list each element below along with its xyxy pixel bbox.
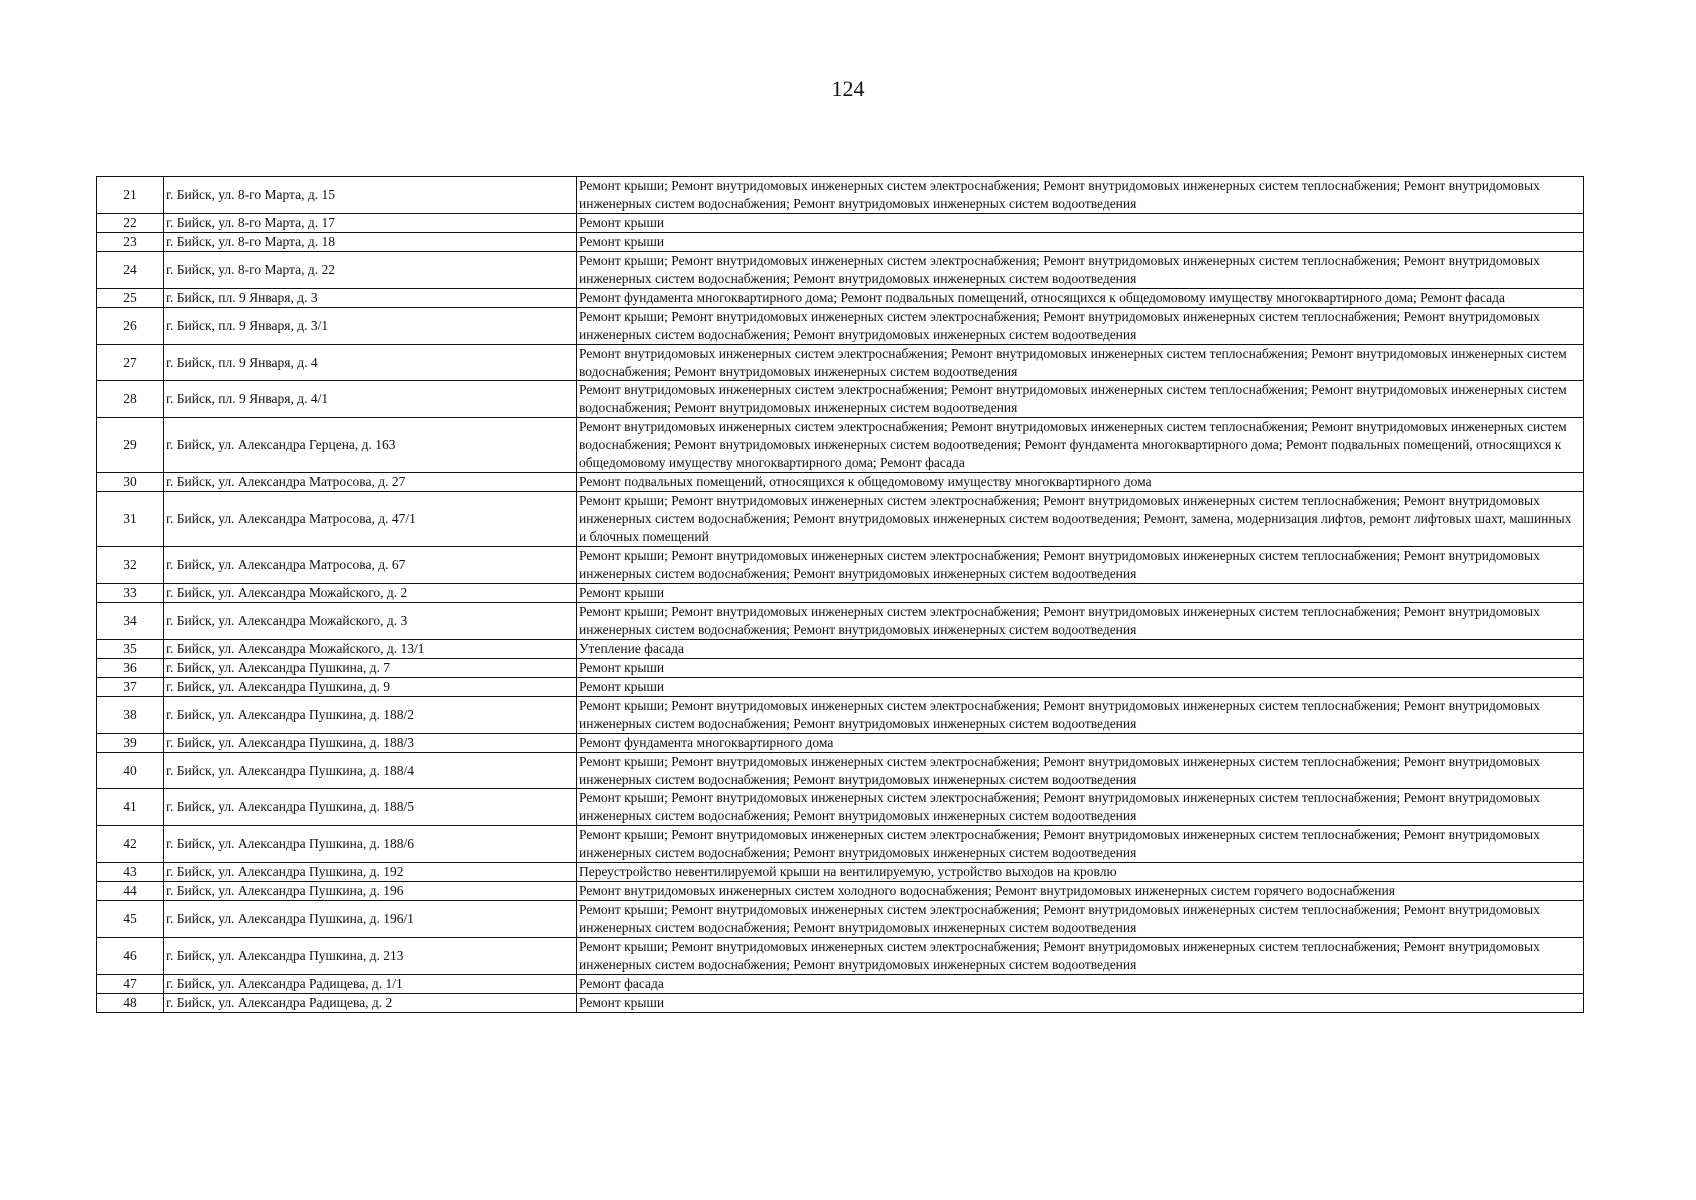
row-address: г. Бийск, ул. Александра Радищева, д. 2 — [164, 993, 577, 1012]
row-number: 23 — [97, 232, 164, 251]
table-row — [97, 177, 1584, 214]
table-row — [97, 752, 1584, 789]
row-number: 48 — [97, 993, 164, 1012]
row-works: Ремонт крыши; Ремонт внутридомовых инженерных систем электроснабжения; Ремонт внутридомовых инженерных систем теплоснабжения; Ремонт внутридомовых инженерных систем водоснабжения; Ремонт внутридомовых инженерных систем водоотведения — [577, 696, 1584, 733]
row-address: г. Бийск, ул. Александра Герцена, д. 163 — [164, 418, 577, 473]
row-works: Ремонт фасада — [577, 974, 1584, 993]
table-row — [97, 639, 1584, 658]
row-address: г. Бийск, пл. 9 Января, д. 3/1 — [164, 307, 577, 344]
table-row — [97, 232, 1584, 251]
row-address: г. Бийск, ул. 8-го Марта, д. 22 — [164, 251, 577, 288]
table-row — [97, 251, 1584, 288]
row-works: Переустройство невентилируемой крыши на вентилируемую, устройство выходов на кровлю — [577, 863, 1584, 882]
row-address: г. Бийск, пл. 9 Января, д. 4 — [164, 344, 577, 381]
table-row — [97, 473, 1584, 492]
row-address: г. Бийск, пл. 9 Января, д. 3 — [164, 288, 577, 307]
table-row — [97, 863, 1584, 882]
table-row — [97, 344, 1584, 381]
row-address: г. Бийск, ул. Александра Можайского, д. 13/1 — [164, 639, 577, 658]
row-number: 31 — [97, 492, 164, 547]
row-number: 39 — [97, 733, 164, 752]
table-row — [97, 492, 1584, 547]
row-address: г. Бийск, ул. Александра Пушкина, д. 213 — [164, 938, 577, 975]
row-address: г. Бийск, ул. Александра Пушкина, д. 188/5 — [164, 789, 577, 826]
row-works: Ремонт крыши; Ремонт внутридомовых инженерных систем электроснабжения; Ремонт внутридомовых инженерных систем теплоснабжения; Ремонт внутридомовых инженерных систем водоснабжения; Ремонт внутридомовых инженерных систем водоотведения — [577, 789, 1584, 826]
row-number: 44 — [97, 882, 164, 901]
row-number: 36 — [97, 658, 164, 677]
table-row — [97, 658, 1584, 677]
row-address: г. Бийск, ул. Александра Пушкина, д. 188/4 — [164, 752, 577, 789]
row-number: 22 — [97, 213, 164, 232]
row-number: 21 — [97, 177, 164, 214]
row-works: Ремонт крыши — [577, 993, 1584, 1012]
table-row — [97, 826, 1584, 863]
row-address: г. Бийск, ул. 8-го Марта, д. 18 — [164, 232, 577, 251]
row-address: г. Бийск, ул. Александра Матросова, д. 67 — [164, 547, 577, 584]
row-works: Утепление фасада — [577, 639, 1584, 658]
row-number: 43 — [97, 863, 164, 882]
row-number: 29 — [97, 418, 164, 473]
row-number: 37 — [97, 677, 164, 696]
row-number: 38 — [97, 696, 164, 733]
table-row — [97, 901, 1584, 938]
table-row — [97, 733, 1584, 752]
row-works: Ремонт фундамента многоквартирного дома; Ремонт подвальных помещений, относящихся к общедомовому имуществу многоквартирного дома; Ремонт фасада — [577, 288, 1584, 307]
row-number: 46 — [97, 938, 164, 975]
row-number: 25 — [97, 288, 164, 307]
row-address: г. Бийск, ул. Александра Пушкина, д. 7 — [164, 658, 577, 677]
row-works: Ремонт фундамента многоквартирного дома — [577, 733, 1584, 752]
table-row — [97, 789, 1584, 826]
row-works: Ремонт подвальных помещений, относящихся к общедомовому имуществу многоквартирного дома — [577, 473, 1584, 492]
houses-table — [96, 176, 1584, 1013]
table-row — [97, 213, 1584, 232]
row-address: г. Бийск, ул. Александра Пушкина, д. 188/3 — [164, 733, 577, 752]
row-number: 24 — [97, 251, 164, 288]
row-number: 30 — [97, 473, 164, 492]
row-works: Ремонт крыши — [577, 583, 1584, 602]
row-works: Ремонт крыши — [577, 658, 1584, 677]
row-number: 40 — [97, 752, 164, 789]
row-works: Ремонт внутридомовых инженерных систем электроснабжения; Ремонт внутридомовых инженерных систем теплоснабжения; Ремонт внутридомовых инженерных систем водоснабжения; Ремонт внутридомовых инженерных систем водоотведения; Ремонт фундамента многоквартирного дома; Ремонт подвальных помещений, относящихся к общедомовому имуществу многоквартирного дома; Ремонт фасада — [577, 418, 1584, 473]
table-row — [97, 547, 1584, 584]
table-row — [97, 602, 1584, 639]
table-row — [97, 677, 1584, 696]
row-works: Ремонт крыши — [577, 213, 1584, 232]
table-row — [97, 974, 1584, 993]
row-works: Ремонт внутридомовых инженерных систем электроснабжения; Ремонт внутридомовых инженерных систем теплоснабжения; Ремонт внутридомовых инженерных систем водоснабжения; Ремонт внутридомовых инженерных систем водоотведения — [577, 344, 1584, 381]
row-works: Ремонт внутридомовых инженерных систем электроснабжения; Ремонт внутридомовых инженерных систем теплоснабжения; Ремонт внутридомовых инженерных систем водоснабжения; Ремонт внутридомовых инженерных систем водоотведения — [577, 381, 1584, 418]
row-works: Ремонт внутридомовых инженерных систем холодного водоснабжения; Ремонт внутридомовых инженерных систем горячего водоснабжения — [577, 882, 1584, 901]
row-works: Ремонт крыши; Ремонт внутридомовых инженерных систем электроснабжения; Ремонт внутридомовых инженерных систем теплоснабжения; Ремонт внутридомовых инженерных систем водоснабжения; Ремонт внутридомовых инженерных систем водоотведения — [577, 901, 1584, 938]
row-address: г. Бийск, ул. Александра Можайского, д. 2 — [164, 583, 577, 602]
row-works: Ремонт крыши; Ремонт внутридомовых инженерных систем электроснабжения; Ремонт внутридомовых инженерных систем теплоснабжения; Ремонт внутридомовых инженерных систем водоснабжения; Ремонт внутридомовых инженерных систем водоотведения — [577, 177, 1584, 214]
row-number: 42 — [97, 826, 164, 863]
row-works: Ремонт крыши — [577, 232, 1584, 251]
row-number: 34 — [97, 602, 164, 639]
row-address: г. Бийск, пл. 9 Января, д. 4/1 — [164, 381, 577, 418]
table-row — [97, 882, 1584, 901]
table-row — [97, 938, 1584, 975]
row-works: Ремонт крыши; Ремонт внутридомовых инженерных систем электроснабжения; Ремонт внутридомовых инженерных систем теплоснабжения; Ремонт внутридомовых инженерных систем водоснабжения; Ремонт внутридомовых инженерных систем водоотведения — [577, 547, 1584, 584]
row-address: г. Бийск, ул. 8-го Марта, д. 15 — [164, 177, 577, 214]
row-number: 32 — [97, 547, 164, 584]
table-row — [97, 288, 1584, 307]
row-address: г. Бийск, ул. Александра Можайского, д. 3 — [164, 602, 577, 639]
table-body — [97, 177, 1584, 1013]
row-number: 41 — [97, 789, 164, 826]
row-address: г. Бийск, ул. Александра Пушкина, д. 188/6 — [164, 826, 577, 863]
row-address: г. Бийск, ул. Александра Матросова, д. 27 — [164, 473, 577, 492]
row-works: Ремонт крыши; Ремонт внутридомовых инженерных систем электроснабжения; Ремонт внутридомовых инженерных систем теплоснабжения; Ремонт внутридомовых инженерных систем водоснабжения; Ремонт внутридомовых инженерных систем водоотведения — [577, 938, 1584, 975]
row-number: 28 — [97, 381, 164, 418]
row-address: г. Бийск, ул. Александра Радищева, д. 1/1 — [164, 974, 577, 993]
row-works: Ремонт крыши; Ремонт внутридомовых инженерных систем электроснабжения; Ремонт внутридомовых инженерных систем теплоснабжения; Ремонт внутридомовых инженерных систем водоснабжения; Ремонт внутридомовых инженерных систем водоотведения — [577, 752, 1584, 789]
table-row — [97, 381, 1584, 418]
row-number: 47 — [97, 974, 164, 993]
page-number: 124 — [831, 76, 865, 101]
table-row — [97, 307, 1584, 344]
row-works: Ремонт крыши; Ремонт внутридомовых инженерных систем электроснабжения; Ремонт внутридомовых инженерных систем теплоснабжения; Ремонт внутридомовых инженерных систем водоснабжения; Ремонт внутридомовых инженерных систем водоотведения; Ремонт, замена, модернизация лифтов, ремонт лифтовых шахт, машинных и блочных помещений — [577, 492, 1584, 547]
row-address: г. Бийск, ул. 8-го Марта, д. 17 — [164, 213, 577, 232]
row-works: Ремонт крыши; Ремонт внутридомовых инженерных систем электроснабжения; Ремонт внутридомовых инженерных систем теплоснабжения; Ремонт внутридомовых инженерных систем водоснабжения; Ремонт внутридомовых инженерных систем водоотведения — [577, 307, 1584, 344]
row-number: 26 — [97, 307, 164, 344]
row-number: 27 — [97, 344, 164, 381]
row-address: г. Бийск, ул. Александра Матросова, д. 47/1 — [164, 492, 577, 547]
row-number: 33 — [97, 583, 164, 602]
row-number: 35 — [97, 639, 164, 658]
row-works: Ремонт крыши; Ремонт внутридомовых инженерных систем электроснабжения; Ремонт внутридомовых инженерных систем теплоснабжения; Ремонт внутридомовых инженерных систем водоснабжения; Ремонт внутридомовых инженерных систем водоотведения — [577, 251, 1584, 288]
row-works: Ремонт крыши; Ремонт внутридомовых инженерных систем электроснабжения; Ремонт внутридомовых инженерных систем теплоснабжения; Ремонт внутридомовых инженерных систем водоснабжения; Ремонт внутридомовых инженерных систем водоотведения — [577, 826, 1584, 863]
table-row — [97, 418, 1584, 473]
row-works: Ремонт крыши — [577, 677, 1584, 696]
table-row — [97, 583, 1584, 602]
row-works: Ремонт крыши; Ремонт внутридомовых инженерных систем электроснабжения; Ремонт внутридомовых инженерных систем теплоснабжения; Ремонт внутридомовых инженерных систем водоснабжения; Ремонт внутридомовых инженерных систем водоотведения — [577, 602, 1584, 639]
row-address: г. Бийск, ул. Александра Пушкина, д. 9 — [164, 677, 577, 696]
row-address: г. Бийск, ул. Александра Пушкина, д. 196/1 — [164, 901, 577, 938]
table-row — [97, 696, 1584, 733]
row-number: 45 — [97, 901, 164, 938]
row-address: г. Бийск, ул. Александра Пушкина, д. 188/2 — [164, 696, 577, 733]
row-address: г. Бийск, ул. Александра Пушкина, д. 196 — [164, 882, 577, 901]
table-row — [97, 993, 1584, 1012]
row-address: г. Бийск, ул. Александра Пушкина, д. 192 — [164, 863, 577, 882]
